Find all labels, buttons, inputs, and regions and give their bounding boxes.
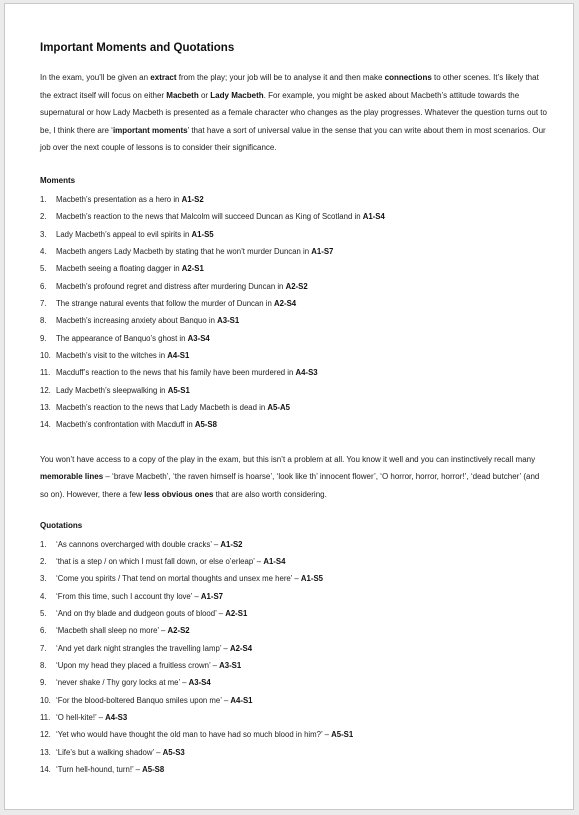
moment-item [40, 399, 548, 416]
quotation-item [40, 570, 548, 587]
scene-reference: A2-S2 [167, 626, 190, 636]
bold-term: Lady Macbeth [210, 90, 264, 100]
moment-item [40, 295, 548, 312]
scene-reference: A1-S2 [181, 194, 204, 204]
list-text: ‘And yet dark night strangles the travelling lamp’ – [56, 643, 230, 653]
list-number: 7. [40, 299, 47, 309]
list-number: 9. [40, 333, 47, 343]
scene-reference: A1-S5 [191, 229, 214, 239]
list-text: Macbeth angers Lady Macbeth by stating that he won’t murder Duncan in [56, 247, 312, 256]
list-number: 14. [40, 765, 51, 775]
list-number: 3. [40, 574, 47, 584]
list-number: 9. [40, 678, 47, 688]
scene-reference: A1-S4 [263, 556, 286, 566]
list-number: 11. [40, 713, 51, 722]
quotation-item [40, 605, 548, 622]
text-run: or [198, 90, 211, 100]
list-number: 3. [40, 229, 47, 239]
quotations-heading: Quotations [40, 520, 83, 530]
scene-reference: A2-S1 [225, 608, 248, 618]
scene-reference: A3-S4 [187, 333, 210, 343]
scene-reference: A5-S1 [167, 385, 190, 395]
bold-term: extract [150, 73, 177, 82]
scene-reference: A3-S1 [217, 316, 240, 326]
scene-reference: A5-S8 [194, 420, 217, 430]
moment-item [40, 260, 548, 277]
moment-item [40, 330, 548, 347]
list-text: Macbeth’s confrontation with Macduff in [56, 420, 195, 430]
list-number: 2. [40, 556, 47, 566]
list-number: 11. [40, 368, 51, 378]
scene-reference: A4-S1 [167, 351, 190, 361]
list-number: 13. [40, 747, 51, 757]
intro-paragraph [40, 69, 548, 157]
moments-heading: Moments [40, 175, 76, 185]
document-page [4, 3, 574, 810]
quotation-item [40, 761, 548, 778]
list-text: The appearance of Banquo’s ghost in [56, 333, 188, 343]
list-number: 14. [40, 420, 51, 430]
text-run: In the exam, you’ll be given an [40, 73, 151, 82]
moment-item [40, 226, 548, 243]
list-number: 2. [40, 212, 47, 222]
list-number: 13. [40, 403, 51, 413]
bold-term: less obvious ones [144, 489, 214, 499]
list-number: 5. [40, 608, 47, 618]
scene-reference: A1-S4 [362, 212, 385, 222]
list-number: 4. [40, 591, 47, 601]
scene-reference: A3-S1 [219, 660, 242, 670]
bold-term: important moments [112, 125, 188, 135]
quotations-list [40, 536, 548, 779]
quotation-item [40, 536, 548, 553]
list-text: ‘O hell-kite!’ – [56, 713, 106, 722]
text-run: to other scenes. It’s likely that the extract itself will focus on either [40, 73, 539, 100]
list-text: ‘Come you spirits / That tend on mortal thoughts and unsex me here’ – [56, 574, 301, 584]
list-text: Macbeth seeing a floating dagger in [56, 264, 182, 274]
list-number: 8. [40, 316, 47, 326]
page-title: Important Moments and Quotations [40, 42, 235, 54]
list-text: Macbeth’s profound regret and distress after murdering Duncan in [56, 281, 286, 291]
list-text: ‘As cannons overcharged with double cracks’ – [56, 539, 221, 549]
list-text: Lady Macbeth’s sleepwalking in [56, 385, 168, 395]
list-text: ‘And on thy blade and dudgeon gouts of blood’ – [56, 608, 226, 618]
quotation-item [40, 709, 548, 726]
scene-reference: A5-A5 [267, 403, 290, 413]
quotation-item [40, 657, 548, 674]
list-text: Macbeth’s visit to the witches in [56, 351, 168, 361]
quotation-item [40, 744, 548, 761]
text-run: that are also worth considering. [213, 489, 327, 499]
list-text: ‘Macbeth shall sleep no more’ – [56, 626, 168, 636]
list-text: ‘that is a step / on which I must fall down, or else o’erleap’ – [56, 556, 264, 566]
scene-reference: A4-S3 [295, 368, 318, 378]
scene-reference: A1-S7 [311, 247, 334, 256]
moment-item [40, 278, 548, 295]
list-text: ‘Upon my head they placed a fruitless crown’ – [56, 660, 220, 670]
quotation-item [40, 588, 548, 605]
bold-term: connections [384, 73, 432, 82]
bold-term: Macbeth [166, 90, 199, 100]
list-number: 10. [40, 695, 51, 705]
list-number: 1. [40, 194, 47, 204]
moment-item [40, 191, 548, 208]
moment-item [40, 347, 548, 364]
list-text: Macbeth’s reaction to the news that Malcolm will succeed Duncan as King of Scotland in [56, 212, 363, 222]
scene-reference: A4-S1 [230, 695, 253, 705]
moment-item [40, 312, 548, 329]
text-run: from the play; your job will be to analyse it and then make [176, 73, 385, 82]
quotation-item [40, 622, 548, 639]
list-text: ‘For the blood-boltered Banquo smiles upon me’ – [56, 695, 231, 705]
list-text: Macbeth’s presentation as a hero in [56, 194, 182, 204]
list-text: ‘From this time, such I account thy love’ – [56, 591, 201, 601]
list-number: 10. [40, 351, 51, 361]
list-text: Macbeth’s reaction to the news that Lady Macbeth is dead in [56, 403, 268, 413]
list-text: Macduff’s reaction to the news that his family have been murdered in [56, 368, 296, 378]
list-number: 4. [40, 247, 47, 256]
quotation-item [40, 674, 548, 691]
quotation-item [40, 640, 548, 657]
scene-reference: A2-S4 [229, 643, 253, 653]
moments-list [40, 191, 548, 434]
scene-reference: A1-S5 [300, 574, 323, 584]
scene-reference: A4-S3 [105, 713, 128, 722]
text-run: ’ that have a sort of universal value in the sense that you can write about them in most scenarios. Our job over the next couple of lessons is to consider their significance. [40, 125, 546, 153]
scene-reference: A2-S2 [285, 281, 308, 291]
list-text: Lady Macbeth’s appeal to evil spirits in [56, 229, 192, 239]
moment-item [40, 416, 548, 433]
scene-reference: A2-S4 [274, 299, 297, 309]
quotation-item [40, 553, 548, 570]
list-text: ‘never shake / Thy gory locks at me’ – [56, 678, 189, 688]
moment-item [40, 208, 548, 225]
text-run: – ‘brave Macbeth’, ‘the raven himself is hoarse’, ‘look like th’ innocent flower’, ‘O horror, horror, horror!’, ‘dead butcher’ (and so on). However, there a few [40, 472, 540, 499]
quotation-item [40, 692, 548, 709]
text-run: You won’t have access to a copy of the play in the exam, but this isn’t a problem at all. You know it well and you can instinctively recall many [40, 454, 536, 464]
scene-reference: A5-S1 [331, 730, 354, 740]
document-content [40, 40, 548, 778]
list-number: 5. [40, 264, 47, 274]
scene-reference: A1-S2 [220, 539, 243, 549]
moment-item [40, 243, 548, 260]
list-number: 7. [40, 643, 47, 653]
text-run: . For example, you might be asked about Macbeth’s attitude towards the supernatural or how Lady Macbeth is presented as a female character who changes as the play progresses. Whatever the question turns out to be, I think there are ‘ [40, 90, 547, 135]
bold-term: memorable lines [40, 472, 104, 482]
moment-item [40, 364, 548, 381]
scene-reference: A2-S1 [181, 264, 204, 274]
list-text: ‘Life’s but a walking shadow’ – [56, 747, 163, 757]
list-number: 8. [40, 660, 47, 670]
outro-paragraph [40, 451, 548, 504]
scene-reference: A5-S3 [162, 747, 185, 757]
list-text: ‘Turn hell-hound, turn!’ – [56, 765, 143, 775]
quotation-item [40, 726, 548, 743]
list-number: 12. [40, 385, 51, 395]
scene-reference: A1-S7 [200, 591, 223, 601]
list-number: 1. [40, 539, 47, 549]
list-text: ‘Yet who would have thought the old man to have had so much blood in him?’ – [56, 730, 332, 740]
list-number: 6. [40, 626, 47, 636]
list-text: The strange natural events that follow the murder of Duncan in [56, 299, 275, 309]
list-number: 12. [40, 730, 51, 740]
list-text: Macbeth’s increasing anxiety about Banquo in [56, 316, 218, 326]
moment-item [40, 382, 548, 399]
scene-reference: A5-S8 [142, 765, 165, 775]
list-number: 6. [40, 281, 47, 291]
scene-reference: A3-S4 [188, 678, 211, 688]
